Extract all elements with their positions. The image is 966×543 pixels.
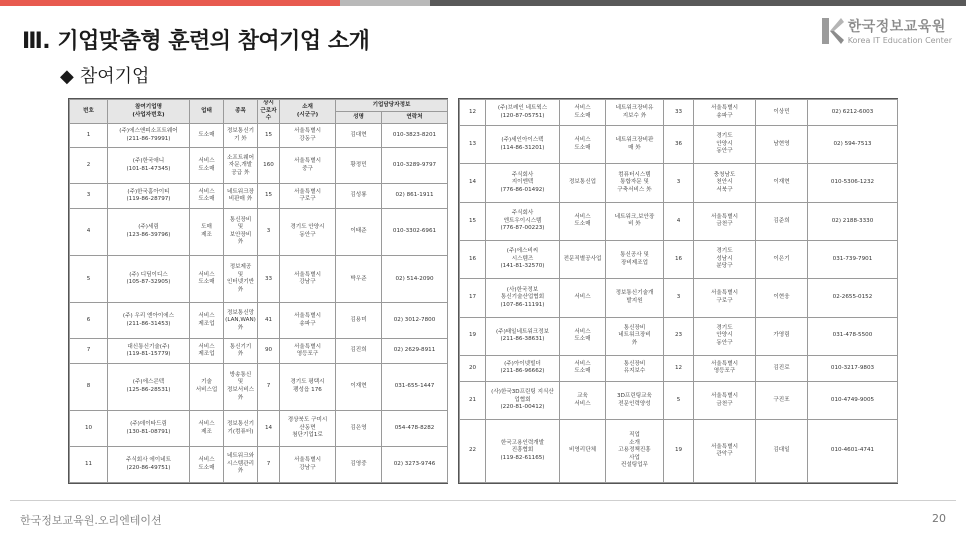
contact-phone: 010-5306-1232 <box>808 164 898 202</box>
row-number: 20 <box>460 355 486 381</box>
table-row <box>460 100 898 126</box>
employee-count: 41 <box>258 303 280 339</box>
business-item: 방송통신 및 정보서비스 外 <box>224 363 258 410</box>
contact-name: 김은영 <box>336 411 382 447</box>
accent-bar-red <box>0 0 340 6</box>
company-name: (사)한국3D프린팅 지식산 업협회 (220-81-00412) <box>486 381 560 419</box>
footer-org: 한국정보교육원.오리엔테이션 <box>20 514 162 527</box>
logo <box>822 16 952 45</box>
table-row <box>460 317 898 355</box>
business-item: 통신공사 및 장비제조업 <box>606 240 664 278</box>
business-type: 서비스 제조업 <box>190 339 224 363</box>
company-name: (주)브레인 네트웍스 (120-87-05751) <box>486 100 560 126</box>
accent-bar-dark <box>430 0 966 6</box>
company-name: 대신통신기술(주) (119-81-15779) <box>108 339 190 363</box>
business-type: 기술 서비스업 <box>190 363 224 410</box>
contact-name: 김성룡 <box>336 184 382 208</box>
employee-count: 3 <box>258 208 280 255</box>
company-name: (주) 우리 엔아이에스 (211-86-31453) <box>108 303 190 339</box>
diamond-bullet-icon: ◆ <box>60 66 74 87</box>
header-no: 번호 <box>70 100 108 124</box>
business-item: 정보통신망 (LAN,WAN) 外 <box>224 303 258 339</box>
row-number: 17 <box>460 279 486 317</box>
right-company-table-panel <box>458 98 898 484</box>
header-item: 종목 <box>224 100 258 124</box>
row-number: 12 <box>460 100 486 126</box>
employee-count: 3 <box>664 279 694 317</box>
employee-count: 90 <box>258 339 280 363</box>
business-item: 네트워크장비유 지보수 外 <box>606 100 664 126</box>
business-item: 정보통신기 기(컴퓨터) <box>224 411 258 447</box>
business-item: 3D프린팅교육 전문인력양성 <box>606 381 664 419</box>
business-item: 네트워크,보안장 비 外 <box>606 202 664 240</box>
contact-phone: 010-3289-9797 <box>382 148 448 184</box>
header-location: 소재 (시군구) <box>280 100 336 124</box>
business-type: 서비스 제조업 <box>190 303 224 339</box>
page-number: 20 <box>932 512 946 525</box>
business-type: 도매 제조 <box>190 208 224 255</box>
contact-phone: 02) 2188-3330 <box>808 202 898 240</box>
contact-name: 이태준 <box>336 208 382 255</box>
business-item: 네트워크와 시스템관리 外 <box>224 447 258 483</box>
table-row <box>70 148 448 184</box>
contact-phone: 010-3823-8201 <box>382 124 448 148</box>
company-name: (주)세림 (123-86-39796) <box>108 208 190 255</box>
accent-bar-gray <box>340 0 430 6</box>
left-table-body <box>70 124 448 483</box>
business-type: 서비스 도소매 <box>190 447 224 483</box>
row-number: 16 <box>460 240 486 278</box>
row-number: 22 <box>460 420 486 483</box>
page-title: Ⅲ. 기업맞춤형 훈련의 참여기업 소개 <box>22 29 370 54</box>
business-type: 서비스 도소매 <box>560 100 606 126</box>
employee-count: 19 <box>664 420 694 483</box>
contact-name: 이현웅 <box>756 279 808 317</box>
business-item: 통신장비 네트워크장비 外 <box>606 317 664 355</box>
row-number: 1 <box>70 124 108 148</box>
row-number: 19 <box>460 317 486 355</box>
company-name: (주)태일네트워크정보 (211-86-38631) <box>486 317 560 355</box>
header-type: 업태 <box>190 100 224 124</box>
left-company-table-panel <box>68 98 448 484</box>
contact-name: 가영림 <box>756 317 808 355</box>
contact-name: 박우준 <box>336 256 382 303</box>
employee-count: 7 <box>258 447 280 483</box>
table-row <box>70 208 448 255</box>
business-type: 서비스 도소매 <box>190 148 224 184</box>
table-row <box>460 202 898 240</box>
row-number: 11 <box>70 447 108 483</box>
company-name: (주)아이넷빌더 (211-86-96662) <box>486 355 560 381</box>
contact-name: 김준희 <box>756 202 808 240</box>
company-name: 주식회사 에이네트 (220-86-49751) <box>108 447 190 483</box>
contact-phone: 02) 2629-8911 <box>382 339 448 363</box>
employee-count: 15 <box>258 124 280 148</box>
location: 경기도 안양시 동안구 <box>694 317 756 355</box>
top-accent-bar <box>0 0 966 6</box>
employee-count: 36 <box>664 126 694 164</box>
table-row <box>460 164 898 202</box>
contact-phone: 031-478-5500 <box>808 317 898 355</box>
row-number: 21 <box>460 381 486 419</box>
location: 경상북도 구미시 산동면 첨단기업1로 <box>280 411 336 447</box>
business-item: 컴퓨터시스템 통합자문 및 구축서비스 外 <box>606 164 664 202</box>
contact-phone: 010-3302-6961 <box>382 208 448 255</box>
row-number: 7 <box>70 339 108 363</box>
row-number: 15 <box>460 202 486 240</box>
company-name: (주)데이타드림 (130-81-08791) <box>108 411 190 447</box>
contact-phone: 02) 6212-6003 <box>808 100 898 126</box>
company-name: (주) 디딤이디스 (105-87-32905) <box>108 256 190 303</box>
business-item: 네트워크장 비판매 外 <box>224 184 258 208</box>
business-type: 서비스 <box>560 279 606 317</box>
header-contact-group: 기업담당자정보 <box>336 100 448 112</box>
contact-name: 황정민 <box>336 148 382 184</box>
business-type: 전문직별공사업 <box>560 240 606 278</box>
location: 서울특별시 중구 <box>280 148 336 184</box>
location: 서울특별시 송파구 <box>694 100 756 126</box>
business-type: 도소매 <box>190 124 224 148</box>
employee-count: 7 <box>258 363 280 410</box>
table-row <box>70 256 448 303</box>
business-item: 정보통신기기 外 <box>224 124 258 148</box>
table-row <box>70 303 448 339</box>
location: 경기도 평택시 팽성읍 176 <box>280 363 336 410</box>
company-name: (주)한국홈아이티 (119-86-28797) <box>108 184 190 208</box>
contact-phone: 031-655-1447 <box>382 363 448 410</box>
company-name: (주)한국애니 (101-81-47345) <box>108 148 190 184</box>
company-name: (주)세인아이스텍 (114-86-31201) <box>486 126 560 164</box>
contact-name: 이재현 <box>756 164 808 202</box>
contact-name: 김대현 <box>336 124 382 148</box>
footer-divider <box>10 500 956 501</box>
logo-korean-text: 한국정보교육원 <box>847 19 946 35</box>
business-type: 서비스 도소매 <box>560 355 606 381</box>
business-item: 통신기기 外 <box>224 339 258 363</box>
business-type: 정보통신업 <box>560 164 606 202</box>
location: 충청남도 천안시 서북구 <box>694 164 756 202</box>
logo-k-icon <box>822 18 844 44</box>
company-name: 주식회사 엔트우이시스템 (776-87-00223) <box>486 202 560 240</box>
contact-name: 이재현 <box>336 363 382 410</box>
contact-name: 이상민 <box>756 100 808 126</box>
right-company-table <box>459 99 898 483</box>
employee-count: 5 <box>664 381 694 419</box>
contact-name: 이은기 <box>756 240 808 278</box>
business-type: 교육 서비스 <box>560 381 606 419</box>
row-number: 2 <box>70 148 108 184</box>
header-employees: 상시 근로자 수 <box>258 100 280 124</box>
employee-count: 15 <box>258 184 280 208</box>
row-number: 4 <box>70 208 108 255</box>
employee-count: 12 <box>664 355 694 381</box>
table-row <box>70 339 448 363</box>
employee-count: 4 <box>664 202 694 240</box>
contact-name: 남현영 <box>756 126 808 164</box>
employee-count: 33 <box>664 100 694 126</box>
right-table-body <box>460 100 898 483</box>
contact-name: 김용미 <box>336 303 382 339</box>
employee-count: 160 <box>258 148 280 184</box>
contact-phone: 02) 861-1911 <box>382 184 448 208</box>
business-type: 서비스 제조 <box>190 411 224 447</box>
location: 경기도 안양시 동안구 <box>280 208 336 255</box>
business-item: 통신장비 유지보수 <box>606 355 664 381</box>
logo-english-text: Korea IT Education Center <box>847 36 952 45</box>
location: 서울특별시 관악구 <box>694 420 756 483</box>
table-row <box>460 240 898 278</box>
subtitle-text: 참여기업 <box>79 66 150 87</box>
employee-count: 33 <box>258 256 280 303</box>
header-contact-phone: 연락처 <box>382 112 448 124</box>
contact-phone: 031-739-7901 <box>808 240 898 278</box>
company-name: (주)에스비씨 시스템즈 (141-81-32570) <box>486 240 560 278</box>
contact-phone: 010-4749-9005 <box>808 381 898 419</box>
contact-phone: 02) 514-2090 <box>382 256 448 303</box>
business-item: 직업 소개 고용정책진흥 사업 컨설팅업무 <box>606 420 664 483</box>
table-row <box>70 411 448 447</box>
business-type: 비영리단체 <box>560 420 606 483</box>
contact-name: 김대일 <box>756 420 808 483</box>
location: 경기도 안양시 동안구 <box>694 126 756 164</box>
row-number: 5 <box>70 256 108 303</box>
row-number: 14 <box>460 164 486 202</box>
location: 서울특별시 영등포구 <box>280 339 336 363</box>
company-name: (사)한국정보 통신기술산업협회 (107-86-11191) <box>486 279 560 317</box>
business-item: 네트워크장비판 매 外 <box>606 126 664 164</box>
business-type: 서비스 도소매 <box>560 202 606 240</box>
table-row <box>70 447 448 483</box>
row-number: 3 <box>70 184 108 208</box>
location: 서울특별시 강남구 <box>280 447 336 483</box>
header-company: 참여기업명 (사업자번호) <box>108 100 190 124</box>
location: 서울특별시 금천구 <box>694 202 756 240</box>
business-item: 정보제공 및 인터넷기반 外 <box>224 256 258 303</box>
location: 서울특별시 강동구 <box>280 124 336 148</box>
row-number: 13 <box>460 126 486 164</box>
employee-count: 23 <box>664 317 694 355</box>
table-row <box>460 126 898 164</box>
location: 서울특별시 구로구 <box>694 279 756 317</box>
contact-phone: 054-478-8282 <box>382 411 448 447</box>
section-subtitle <box>60 62 149 88</box>
employee-count: 3 <box>664 164 694 202</box>
left-company-table <box>69 99 448 483</box>
contact-name: 김진로 <box>756 355 808 381</box>
table-row <box>70 363 448 410</box>
location: 서울특별시 강남구 <box>280 256 336 303</box>
employee-count: 16 <box>664 240 694 278</box>
header-contact-name: 성명 <box>336 112 382 124</box>
table-row <box>460 279 898 317</box>
row-number: 10 <box>70 411 108 447</box>
business-type: 서비스 도소매 <box>560 317 606 355</box>
company-name: 주식회사 지이엔텍 (776-86-01492) <box>486 164 560 202</box>
table-row <box>70 124 448 148</box>
location: 서울특별시 송파구 <box>280 303 336 339</box>
location: 서울특별시 금천구 <box>694 381 756 419</box>
table-row <box>70 184 448 208</box>
location: 경기도 성남시 분당구 <box>694 240 756 278</box>
row-number: 6 <box>70 303 108 339</box>
contact-phone: 02) 3012-7800 <box>382 303 448 339</box>
location: 서울특별시 구로구 <box>280 184 336 208</box>
business-item: 통신장비 및 보안장비 外 <box>224 208 258 255</box>
contact-name: 김진희 <box>336 339 382 363</box>
business-item: 소프트웨어 자문,개발 공급 外 <box>224 148 258 184</box>
company-name: (주)에스앤피소프트웨어 (211-86-79991) <box>108 124 190 148</box>
contact-phone: 02) 3273-9746 <box>382 447 448 483</box>
company-name: (주)에스콘텍 (125-86-28531) <box>108 363 190 410</box>
table-row <box>460 420 898 483</box>
employee-count: 14 <box>258 411 280 447</box>
contact-phone: 010-4601-4741 <box>808 420 898 483</box>
row-number: 8 <box>70 363 108 410</box>
contact-name: 김영중 <box>336 447 382 483</box>
location: 서울특별시 영등포구 <box>694 355 756 381</box>
contact-name: 구진포 <box>756 381 808 419</box>
table-row <box>460 355 898 381</box>
business-item: 정보통신기술개 발지원 <box>606 279 664 317</box>
contact-phone: 010-3217-9803 <box>808 355 898 381</box>
contact-phone: 02-2655-0152 <box>808 279 898 317</box>
contact-phone: 02) 594-7513 <box>808 126 898 164</box>
table-row <box>460 381 898 419</box>
business-type: 서비스 도소매 <box>190 256 224 303</box>
company-name: 한국고용인력개발 진흥협회 (119-82-61165) <box>486 420 560 483</box>
business-type: 서비스 도소매 <box>560 126 606 164</box>
business-type: 서비스 도소매 <box>190 184 224 208</box>
